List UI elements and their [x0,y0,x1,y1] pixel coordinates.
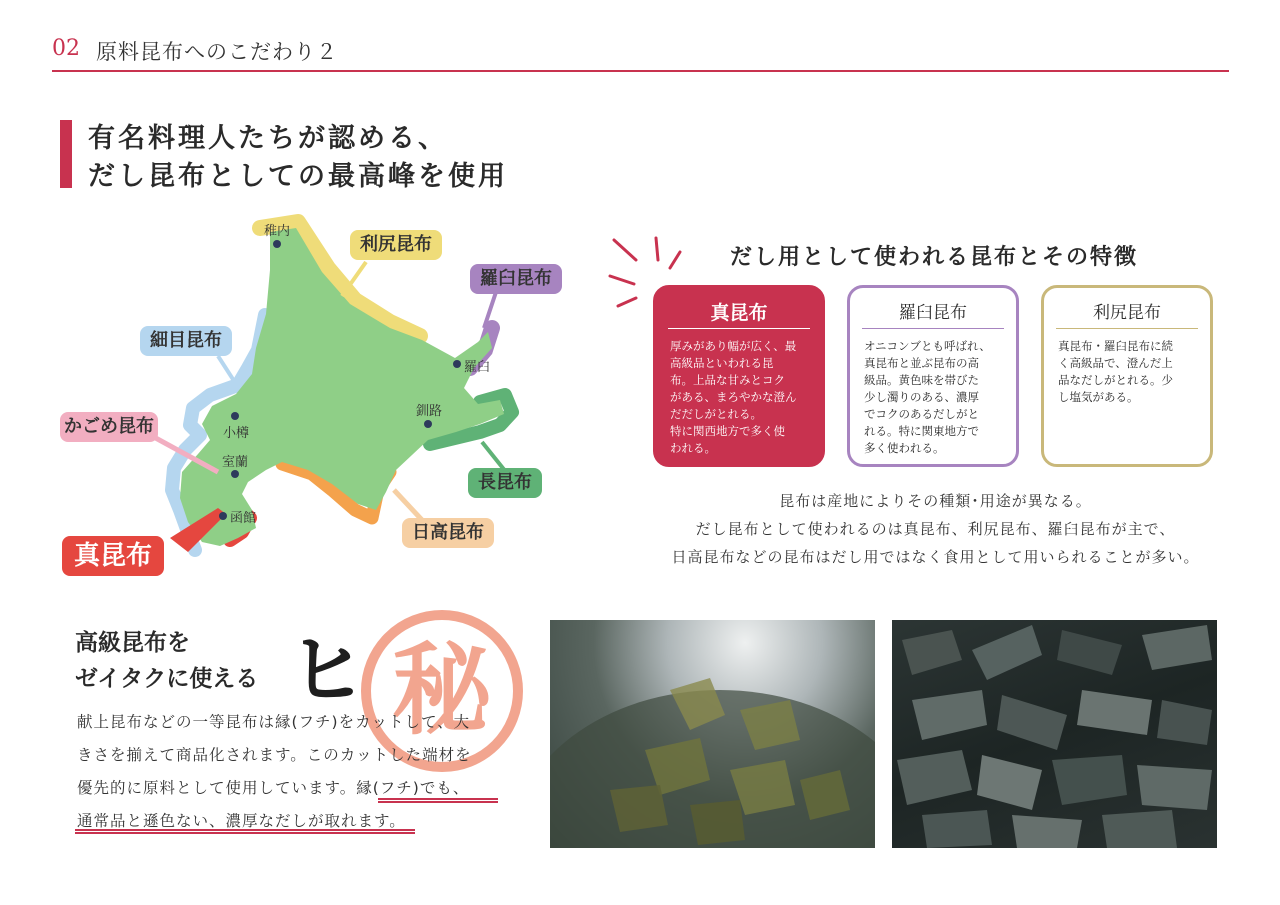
highlight-underline [75,829,415,834]
label-hosome: 細目昆布 [140,326,232,356]
card-ma-body [670,338,812,457]
section-number: 02 [52,36,80,61]
card-ma-line: われる。 [670,441,716,455]
city-hakodate: 函館 [230,511,257,526]
photo-kombu-soaking [550,620,875,848]
card-ma-line: がある、まろやかな澄ん [670,390,797,404]
card-rishiri-body [1058,338,1200,406]
card-ma-line: 特に関西地方で多く使 [670,424,785,438]
card-rishiri-kombu [1041,285,1213,467]
card-rausu-line: 多く使われる。 [864,441,945,455]
page-header [52,36,1229,72]
hakodate-dot [219,512,227,520]
secret-heading-line1: 高級昆布を [75,630,190,656]
secret-heading-line2: ゼイタクに使える [75,666,259,692]
label-hidaka: 日高昆布 [402,518,494,548]
card-rausu-line: オニコンブとも呼ばれ、 [864,339,991,353]
card-rausu-body [864,338,1006,457]
secret-body-line: 献上昆布などの一等昆布は縁(フチ)をカットして、大 [77,713,471,731]
heading-accent-bar [60,120,72,188]
card-rausu-line: 少し濁りのある、濃厚 [864,390,979,404]
secret-body-line: 通常品と遜色ない、濃厚なだしが取れます。 [77,812,406,830]
secret-heading [75,625,258,697]
secret-body-line: 優先的に原料として使用しています。縁(フチ)でも、 [77,779,470,797]
main-heading-line2: だし昆布としての最高峰を使用 [88,161,508,192]
city-rausu: 羅臼 [464,360,491,375]
card-rausu-line: 級品。黄色味を帯びた [864,373,979,387]
label-rishiri: 利尻昆布 [350,230,442,260]
description-line: 昆布は産地によりその種類･用途が異なる。 [779,492,1092,510]
city-wakkanai: 稚内 [264,224,291,239]
seal-character: 秘 [392,632,492,749]
photo-dried-kombu-illustration [892,620,1217,848]
secret-hi-character: ヒ [288,626,363,716]
card-rishiri-line: し塩気がある。 [1058,390,1139,404]
card-ma-divider [668,328,810,329]
city-kushiro: 釧路 [416,404,443,419]
secret-body [77,706,507,838]
card-rausu-line: 真昆布と並ぶ昆布の高 [864,356,979,370]
hokkaido-kombu-map [60,210,580,590]
section-title: 原料昆布へのこだわり２ [96,40,338,64]
card-ma-line: だだしがとれる。 [670,407,762,421]
card-rausu-line: でコクのあるだしがと [864,407,979,421]
hidaka-connector [394,490,422,520]
card-rishiri-divider [1056,328,1198,329]
card-rausu-kombu [847,285,1019,467]
card-ma-title: 真昆布 [710,302,768,324]
card-rishiri-title: 利尻昆布 [1093,303,1161,323]
otaru-dot [231,412,239,420]
kombu-description [648,487,1223,571]
card-rausu-line: れる。特に関東地方で [864,424,979,438]
main-heading [60,120,580,192]
card-ma-kombu [653,285,825,467]
photo-dried-kombu-edges [892,620,1217,848]
card-ma-line: 高級品といわれる昆 [670,356,774,370]
city-otaru: 小樽 [223,426,250,441]
card-rausu-title: 羅臼昆布 [899,303,967,323]
kombu-types-title: だし用として使われる昆布とその特徴 [730,245,1139,270]
label-naga: 長昆布 [468,468,542,498]
card-rausu-divider [862,328,1004,329]
card-rishiri-line: 真昆布・羅臼昆布に続 [1058,339,1173,353]
label-ma: 真昆布 [62,536,164,576]
card-rishiri-line: く高級品で、澄んだ上 [1058,356,1173,370]
label-rausu: 羅臼昆布 [470,264,562,294]
description-line: 日高昆布などの昆布はだし用ではなく食用として用いられることが多い。 [671,548,1200,566]
card-ma-line: 布。上品な甘みとコク [670,373,785,387]
secret-body-line: きさを揃えて商品化されます。このカットした端材を [77,746,472,764]
wakkanai-dot [273,240,281,248]
highlight-underline [378,798,498,803]
card-rishiri-line: 品なだしがとれる。少 [1058,373,1173,387]
kushiro-dot [424,420,432,428]
muroran-dot [231,470,239,478]
label-kagome: かごめ昆布 [60,412,158,442]
main-heading-line1: 有名料理人たちが認める、 [88,123,448,154]
hosome-connector [218,356,236,384]
description-line: だし昆布として使われるのは真昆布、利尻昆布、羅臼昆布が主で、 [695,520,1176,538]
city-muroran: 室蘭 [222,455,249,470]
photo-kombu-soaking-illustration [550,620,875,848]
rausu-dot [453,360,461,368]
card-ma-line: 厚みがあり幅が広く、最 [670,339,797,353]
